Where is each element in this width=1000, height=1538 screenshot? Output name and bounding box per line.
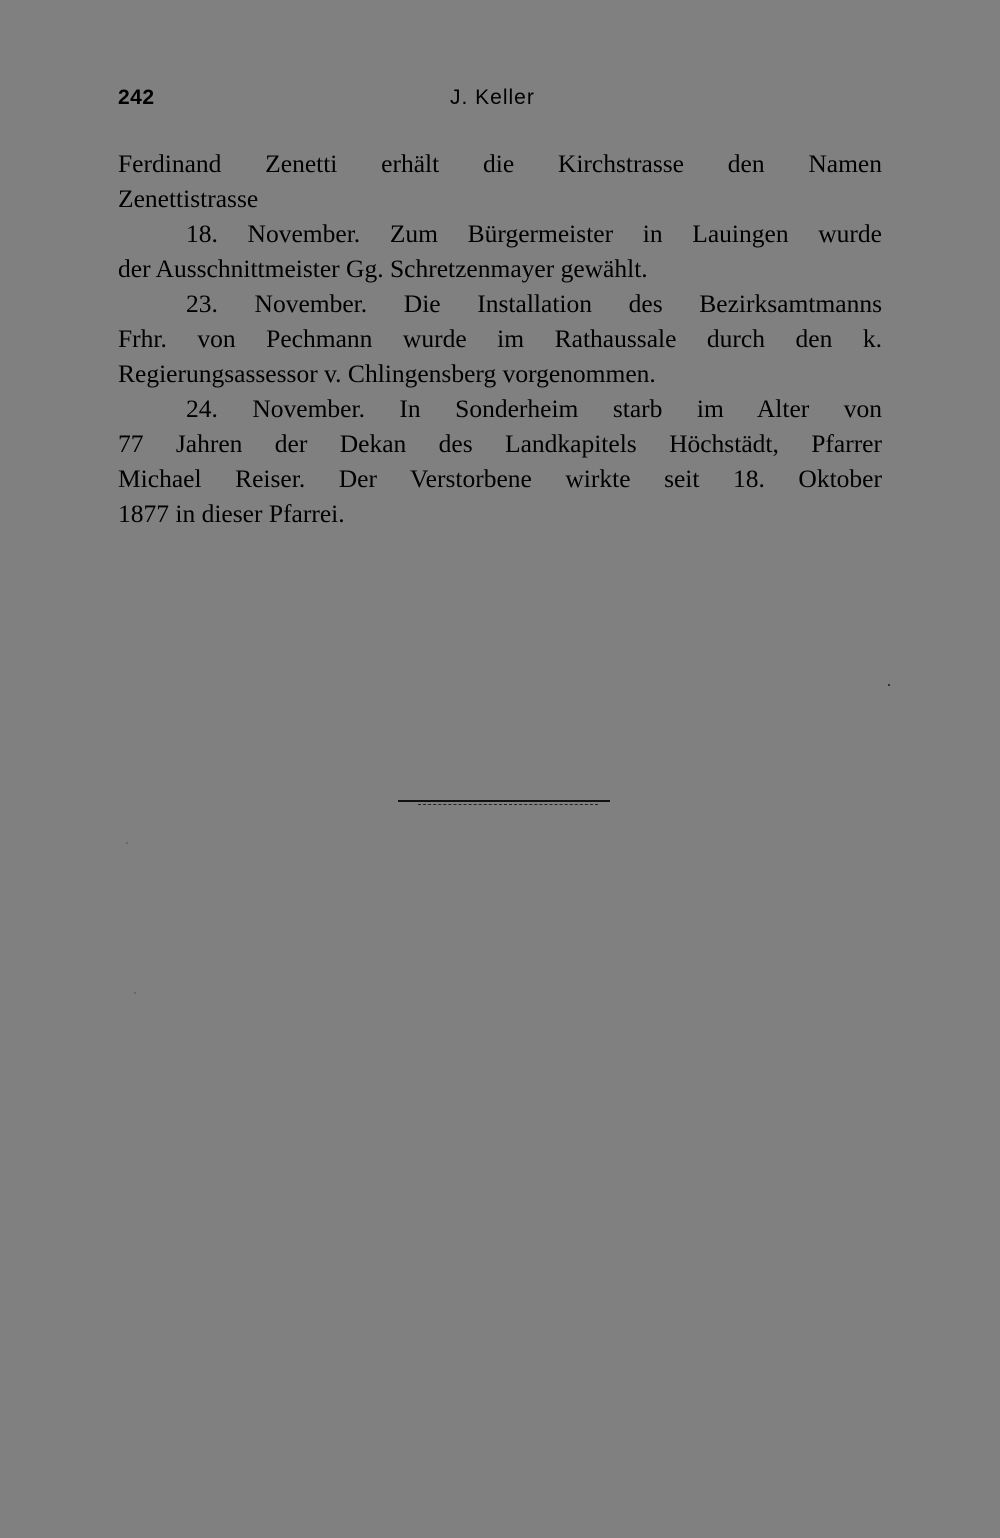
body-text bbox=[118, 146, 882, 531]
scan-speck bbox=[888, 684, 890, 686]
scan-speck bbox=[134, 992, 136, 994]
text-line: der Ausschnittmeister Gg. Schretzenmayer gewählt. bbox=[118, 254, 648, 283]
text-line: Michael Reiser. Der Verstorbene wirkte seit 18. Oktober bbox=[118, 464, 882, 493]
text-line: 18. November. Zum Bürgermeister in Lauingen wurde bbox=[186, 219, 882, 248]
running-head bbox=[118, 86, 882, 116]
scan-speck bbox=[126, 842, 128, 844]
text-line: Ferdinand Zenetti erhält die Kirchstrasse den Namen bbox=[118, 149, 882, 178]
running-title: J. Keller bbox=[450, 86, 535, 109]
text-line: 77 Jahren der Dekan des Landkapitels Höchstädt, Pfarrer bbox=[118, 429, 882, 458]
text-line: 24. November. In Sonderheim starb im Alter von bbox=[186, 394, 882, 423]
text-line: Regierungsassessor v. Chlingensberg vorgenommen. bbox=[118, 359, 656, 388]
text-line: Frhr. von Pechmann wurde im Rathaussale durch den k. bbox=[118, 324, 882, 353]
text-line: 23. November. Die Installation des Bezirksamtmanns bbox=[186, 289, 882, 318]
text-line: 1877 in dieser Pfarrei. bbox=[118, 499, 345, 528]
page-number: 242 bbox=[118, 86, 155, 109]
text-line: Zenettistrasse bbox=[118, 184, 259, 213]
end-rule bbox=[398, 800, 610, 802]
